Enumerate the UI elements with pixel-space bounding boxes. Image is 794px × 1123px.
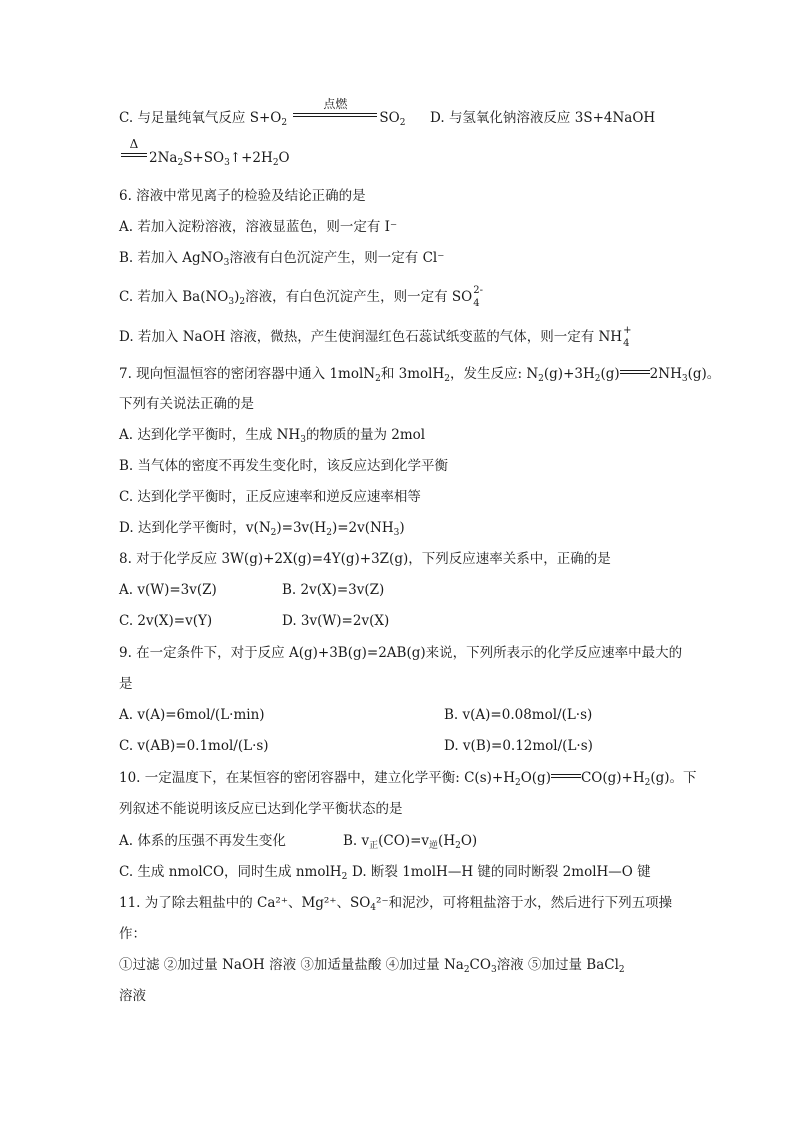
q10-sub-1: 2 <box>514 778 521 788</box>
q6-b-pre: B. 若加入 AgNO <box>119 250 224 266</box>
reaction-arrow <box>293 97 377 120</box>
q7-d-mid2: )=2v(NH <box>331 520 394 536</box>
q6-c-sub2: 2 <box>239 297 246 307</box>
q10-b-sub1: 正 <box>369 841 379 851</box>
q5-c-product-sub: 2 <box>399 118 406 128</box>
q10-b-mid: (CO)=v <box>378 833 430 849</box>
q11-stem-line2: 作： <box>119 926 146 942</box>
q7-sub-3: 2 <box>538 374 544 384</box>
q6-c-pre: C. 若加入 Ba(NO <box>119 289 229 305</box>
q9-stem-line2: 是 <box>119 676 133 692</box>
q10-stem-4: (g)。下 <box>650 770 697 786</box>
q10-c-pre: C. 生成 nmolCO，同时生成 nmolH <box>119 864 342 880</box>
q8-option-a: A. v(W)=3v(Z) <box>119 582 217 598</box>
q11-sub-1: 4 <box>370 903 377 913</box>
q11-ops-sub1: 2 <box>463 965 470 975</box>
q8-option-b: B. 2v(X)=3v(Z) <box>282 582 385 598</box>
q6-c-mid: ) <box>234 289 240 305</box>
q5-c-label: C. <box>119 110 134 126</box>
q10-stem-2: O(g) <box>520 770 551 786</box>
q6-option-a: A. 若加入淀粉溶液，溶液显蓝色，则一定有 I⁻ <box>119 219 398 235</box>
q5-c-sub: 2 <box>281 118 288 128</box>
q6-c-sub: 3 <box>228 297 235 307</box>
q8-option-d: D. 3v(W)=2v(X) <box>282 613 390 629</box>
q7-a-sub: 3 <box>300 435 306 445</box>
q7-sub-4: 2 <box>594 374 601 384</box>
q7-stem-2: 和 3molH <box>380 366 445 382</box>
q5-d-p1: 2Na <box>149 150 178 166</box>
q11-operations-line2: 溶液 <box>119 988 146 1004</box>
q10-option-d: D. 断裂 1molH—H 键的同时断裂 2molH—O 键 <box>352 864 651 880</box>
ammonium-charge-up: + <box>623 325 632 336</box>
q10-c-sub: 2 <box>341 872 348 882</box>
q10-b-sub3: 2 <box>455 841 461 851</box>
q10-stem-3: CO(g)+H <box>580 770 645 786</box>
q7-option-c: C. 达到化学平衡时，正反应速率和逆反应速率相等 <box>119 489 421 505</box>
heat-condition: Δ <box>129 137 139 151</box>
q6-option-c <box>119 285 482 312</box>
equilibrium-sign <box>551 772 581 780</box>
q7-stem-5: (g) <box>600 366 620 382</box>
q5-d-p3-sub: 2 <box>272 158 279 168</box>
equilibrium-sign <box>620 368 650 376</box>
q10-b-sub2: 逆 <box>429 841 439 851</box>
q7-d-post: ) <box>399 520 405 536</box>
q10-b-end: O) <box>460 833 478 849</box>
q10-option-c <box>119 862 347 887</box>
q7-option-d <box>119 518 405 543</box>
q6-option-d <box>119 325 632 347</box>
q10-b-pre: B. v <box>343 833 370 849</box>
q7-d-mid1: )=3v(H <box>276 520 327 536</box>
sulfate-charge <box>472 285 483 309</box>
q7-stem-1: 7. 现向恒温恒容的密闭容器中通入 1molN <box>119 366 376 382</box>
q10-sub-3: 2 <box>644 778 651 788</box>
q11-ops-sub3: 2 <box>618 965 625 975</box>
q5-d-p2: S+SO <box>183 150 225 166</box>
q11-ops-pre: ①过滤 ②加过量 NaOH 溶液 ③加适量盐酸 ④加过量 Na <box>119 957 464 973</box>
q7-a-post: 的物质的量为 2mol <box>305 427 426 443</box>
q7-sub-2: 2 <box>444 374 450 384</box>
q6-c-post: 溶液，有白色沉淀产生，则一定有 SO <box>245 289 473 305</box>
q7-stem-6: 2NH <box>649 366 682 382</box>
q5-d-text: 与氢氧化钠溶液反应 3S+4NaOH <box>448 110 656 126</box>
q8-stem: 8. 对于化学反应 3W(g)+2X(g)=4Y(g)+3Z(g)，下列反应速率关系中，正确的是 <box>119 551 611 567</box>
q9-option-c: C. v(AB)=0.1mol/(L·s) <box>119 738 269 754</box>
q10-option-a: A. 体系的压强不再发生变化 <box>119 833 286 849</box>
q6-stem: 6. 溶液中常见离子的检验及结论正确的是 <box>119 188 366 204</box>
q7-sub-1: 2 <box>375 374 381 384</box>
ammonium-charge <box>622 325 632 349</box>
q11-ops-mid: CO <box>469 957 491 973</box>
q9-option-b: B. v(A)=0.08mol/(L·s) <box>444 707 593 723</box>
reaction-condition: 点燃 <box>323 97 348 111</box>
q5-d-p4: O <box>278 150 290 166</box>
q11-stem-1: 11. 为了除去粗盐中的 Ca²⁺、Mg²⁺、SO <box>119 895 371 911</box>
q8-option-c: C. 2v(X)=v(Y) <box>119 613 213 629</box>
q7-stem-4: (g)+3H <box>543 366 595 382</box>
q11-ops-mid2: 溶液 ⑤加过量 BaCl <box>496 957 619 973</box>
q10-stem-line2: 列叙述不能说明该反应已达到化学平衡状态的是 <box>119 801 403 817</box>
q5-c-text: 与足量纯氧气反应 S+O <box>137 110 282 126</box>
q7-stem-line2: 下列有关说法正确的是 <box>119 396 254 412</box>
q5-option-c <box>119 97 406 133</box>
q7-option-b: B. 当气体的密度不再发生变化时，该反应达到化学平衡 <box>119 458 449 474</box>
q5-d-p1-sub: 2 <box>177 158 184 168</box>
q7-sub-6: 3 <box>681 374 688 384</box>
q11-operations <box>119 955 625 980</box>
q6-b-sub: 3 <box>223 258 230 268</box>
q7-stem-7: (g)。 <box>687 366 721 382</box>
q9-option-d: D. v(B)=0.12mol/(L·s) <box>444 738 593 754</box>
q11-stem-2: ²⁻和泥沙，可将粗盐溶于水，然后进行下列五项操 <box>376 895 673 911</box>
q5-d-p3: ↑+2H <box>229 150 273 166</box>
q10-option-b <box>343 831 477 856</box>
q6-b-post: 溶液有白色沉淀产生，则一定有 Cl⁻ <box>229 250 445 266</box>
q7-d-pre: D. 达到化学平衡时，v(N <box>119 520 271 536</box>
q5-option-d-cont <box>119 137 290 173</box>
q7-option-a <box>119 425 425 450</box>
q7-stem <box>119 364 720 389</box>
q5-d-label: D. <box>430 110 445 126</box>
q10-b-post: (H <box>438 833 456 849</box>
q7-d-sub1: 2 <box>270 528 277 538</box>
sulfate-charge-up: 2- <box>473 285 483 296</box>
q7-a-pre: A. 达到化学平衡时，生成 NH <box>119 427 301 443</box>
q11-ops-sub2: 3 <box>490 965 497 975</box>
q9-option-a: A. v(A)=6mol/(L·min) <box>119 707 265 723</box>
sulfate-charge-dn: 4 <box>473 298 480 309</box>
q10-stem-1: 10. 一定温度下，在某恒容的密闭容器中，建立化学平衡: C(s)+H <box>119 770 515 786</box>
q5-c-product: SO <box>379 110 400 126</box>
q7-d-sub2: 2 <box>326 528 332 538</box>
q7-stem-3: ，发生反应: N <box>450 366 539 382</box>
q7-d-sub3: 3 <box>393 528 400 538</box>
q11-stem <box>119 893 672 918</box>
ammonium-charge-dn: 4 <box>623 338 630 349</box>
q6-d-text: D. 若加入 NaOH 溶液，微热，产生使润湿红色石蕊试纸变蓝的气体，则一定有 NH <box>119 329 623 345</box>
q10-stem <box>119 768 697 793</box>
q5-d-p2-sub: 3 <box>224 158 230 168</box>
q5-option-d <box>430 108 655 128</box>
q6-option-b <box>119 248 444 273</box>
heat-arrow <box>121 137 147 160</box>
q9-stem: 9. 在一定条件下，对于反应 A(g)+3B(g)=2AB(g)来说，下列所表示的化学反应速率中最大的 <box>119 645 683 661</box>
